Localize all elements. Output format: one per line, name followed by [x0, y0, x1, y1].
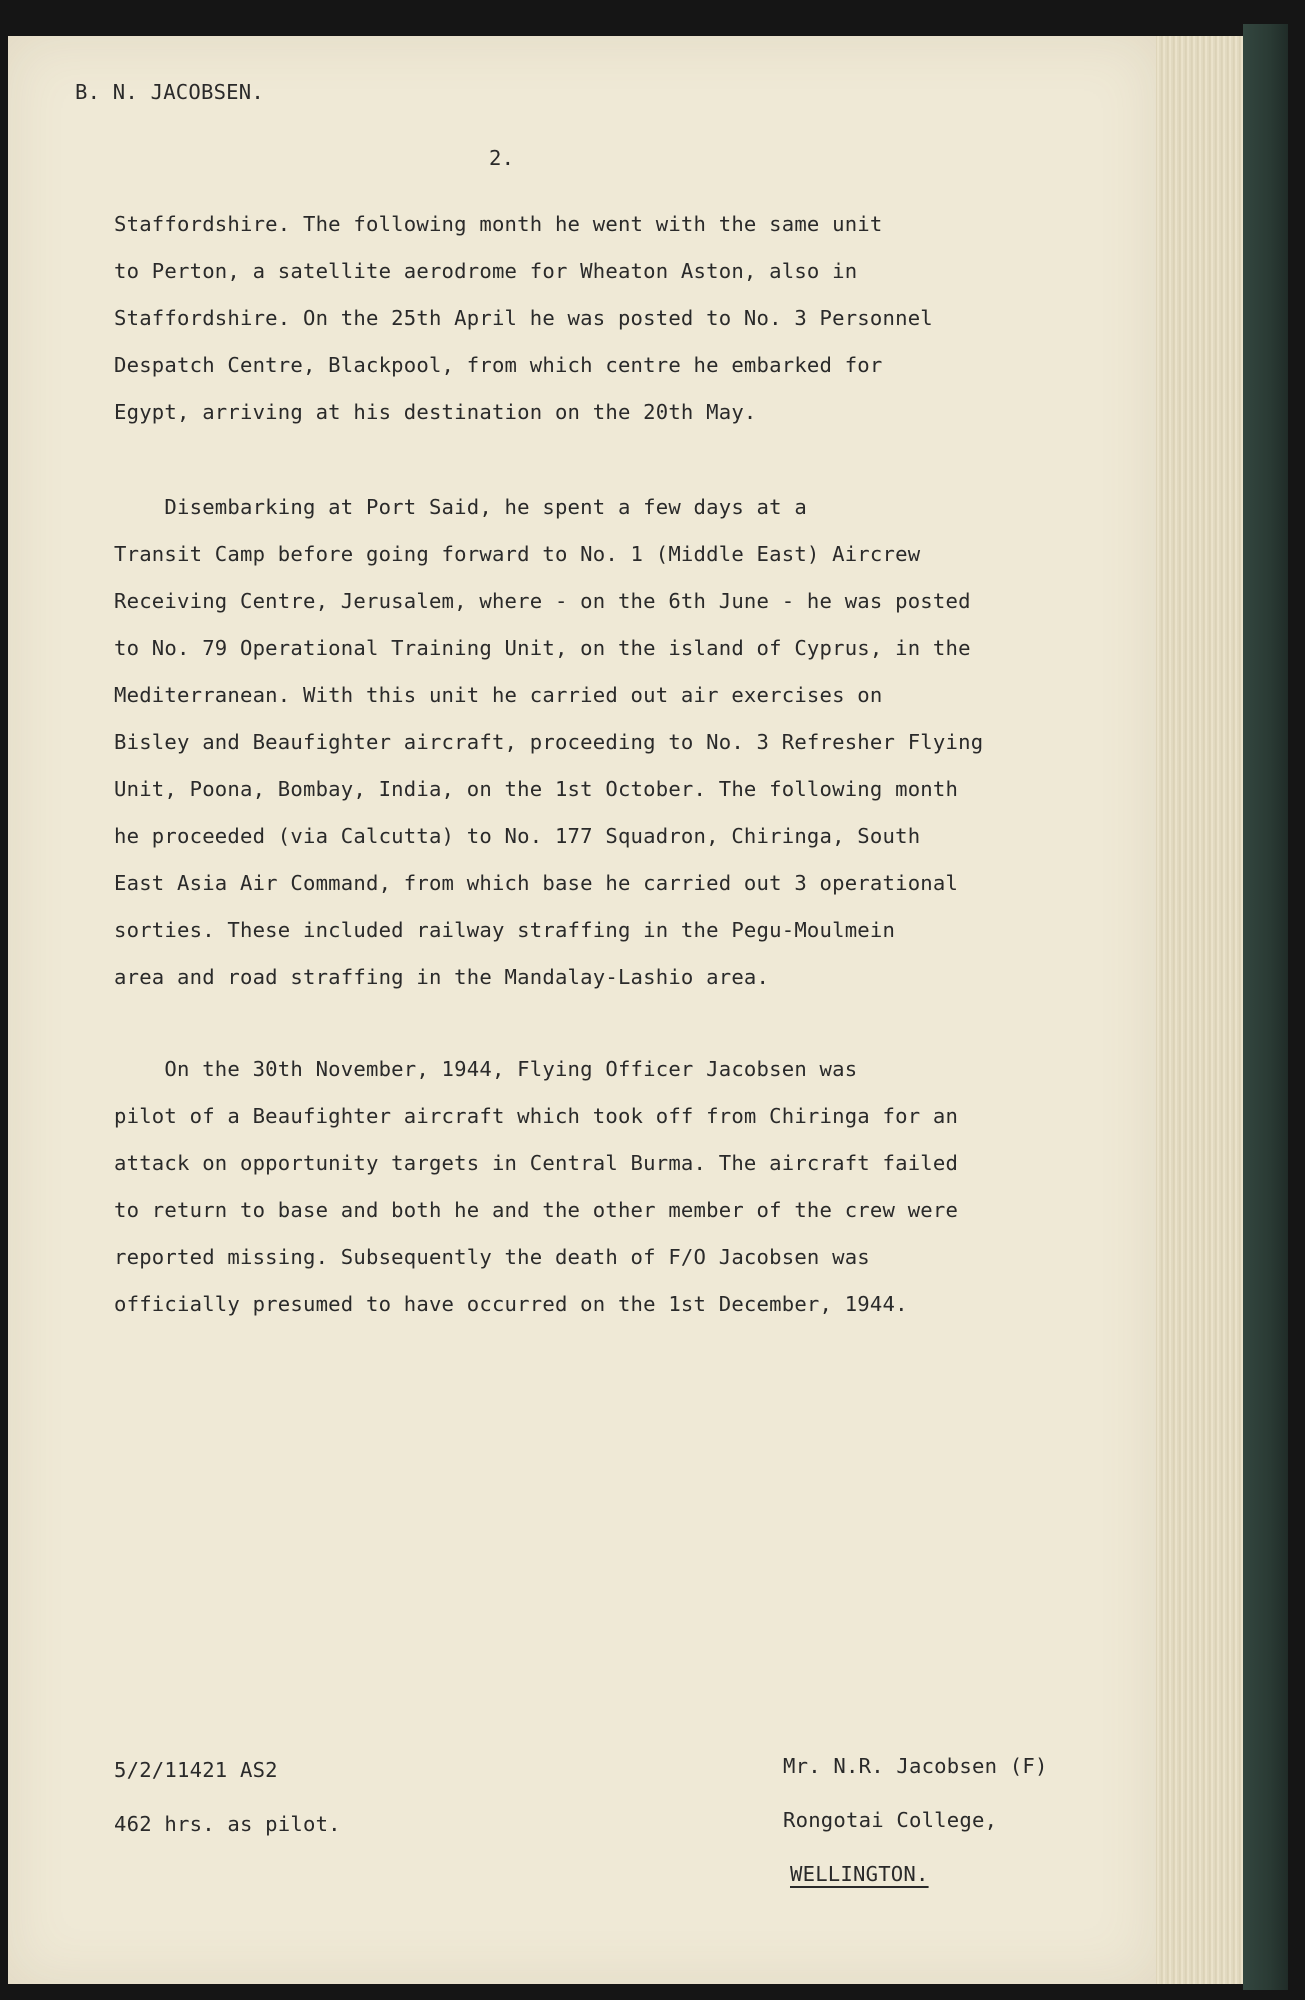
body-line: Receiving Centre, Jerusalem, where - on the 6th June - he was posted: [114, 589, 971, 613]
body-line: attack on opportunity targets in Central Burma. The aircraft failed: [114, 1151, 959, 1175]
body-line: to return to base and both he and the other member of the crew were: [114, 1198, 959, 1222]
body-line: Mediterranean. With this unit he carried out air exercises on: [114, 683, 883, 707]
body-line: area and road straffing in the Mandalay-Lashio area.: [114, 965, 770, 989]
body-line: to No. 79 Operational Training Unit, on the island of Cyprus, in the: [114, 636, 971, 660]
body-line: Unit, Poona, Bombay, India, on the 1st October. The following month: [114, 777, 959, 801]
body-line: East Asia Air Command, from which base he carried out 3 operational: [114, 871, 959, 895]
body-line: pilot of a Beaufighter aircraft which took off from Chiringa for an: [114, 1104, 959, 1128]
addressee-name: Mr. N.R. Jacobsen (F): [783, 1754, 1048, 1778]
addressee-institution: Rongotai College,: [783, 1808, 998, 1832]
flying-hours: 462 hrs. as pilot.: [114, 1812, 341, 1836]
page-stack-edges: [1148, 36, 1243, 1984]
body-line: Egypt, arriving at his destination on the 20th May.: [114, 400, 757, 424]
paragraph-2: [114, 484, 1154, 1001]
document-page: [8, 36, 1156, 1984]
paragraph-1: [114, 201, 1154, 436]
subject-name-header: B. N. JACOBSEN.: [75, 80, 264, 104]
book-cover-edge: [1243, 24, 1288, 1990]
body-line: Despatch Centre, Blackpool, from which centre he embarked for: [114, 353, 883, 377]
body-line: he proceeded (via Calcutta) to No. 177 Squadron, Chiringa, South: [114, 824, 921, 848]
body-line: to Perton, a satellite aerodrome for Wheaton Aston, also in: [114, 259, 858, 283]
body-line: Staffordshire. On the 25th April he was posted to No. 3 Personnel: [114, 306, 933, 330]
file-reference: 5/2/11421 AS2: [114, 1758, 278, 1782]
body-line: officially presumed to have occurred on the 1st December, 1944.: [114, 1292, 908, 1316]
body-line: Disembarking at Port Said, he spent a few days at a: [114, 495, 807, 519]
body-line: sorties. These included railway straffing in the Pegu-Moulmein: [114, 918, 896, 942]
paragraph-3: [114, 1046, 1154, 1328]
body-line: Bisley and Beaufighter aircraft, proceeding to No. 3 Refresher Flying: [114, 730, 984, 754]
body-line: Transit Camp before going forward to No. 1 (Middle East) Aircrew: [114, 542, 921, 566]
body-line: Staffordshire. The following month he went with the same unit: [114, 212, 883, 236]
page-number: 2.: [489, 146, 515, 170]
body-line: On the 30th November, 1944, Flying Officer Jacobsen was: [114, 1057, 858, 1081]
addressee-city: WELLINGTON.: [790, 1862, 929, 1886]
body-line: reported missing. Subsequently the death of F/O Jacobsen was: [114, 1245, 870, 1269]
